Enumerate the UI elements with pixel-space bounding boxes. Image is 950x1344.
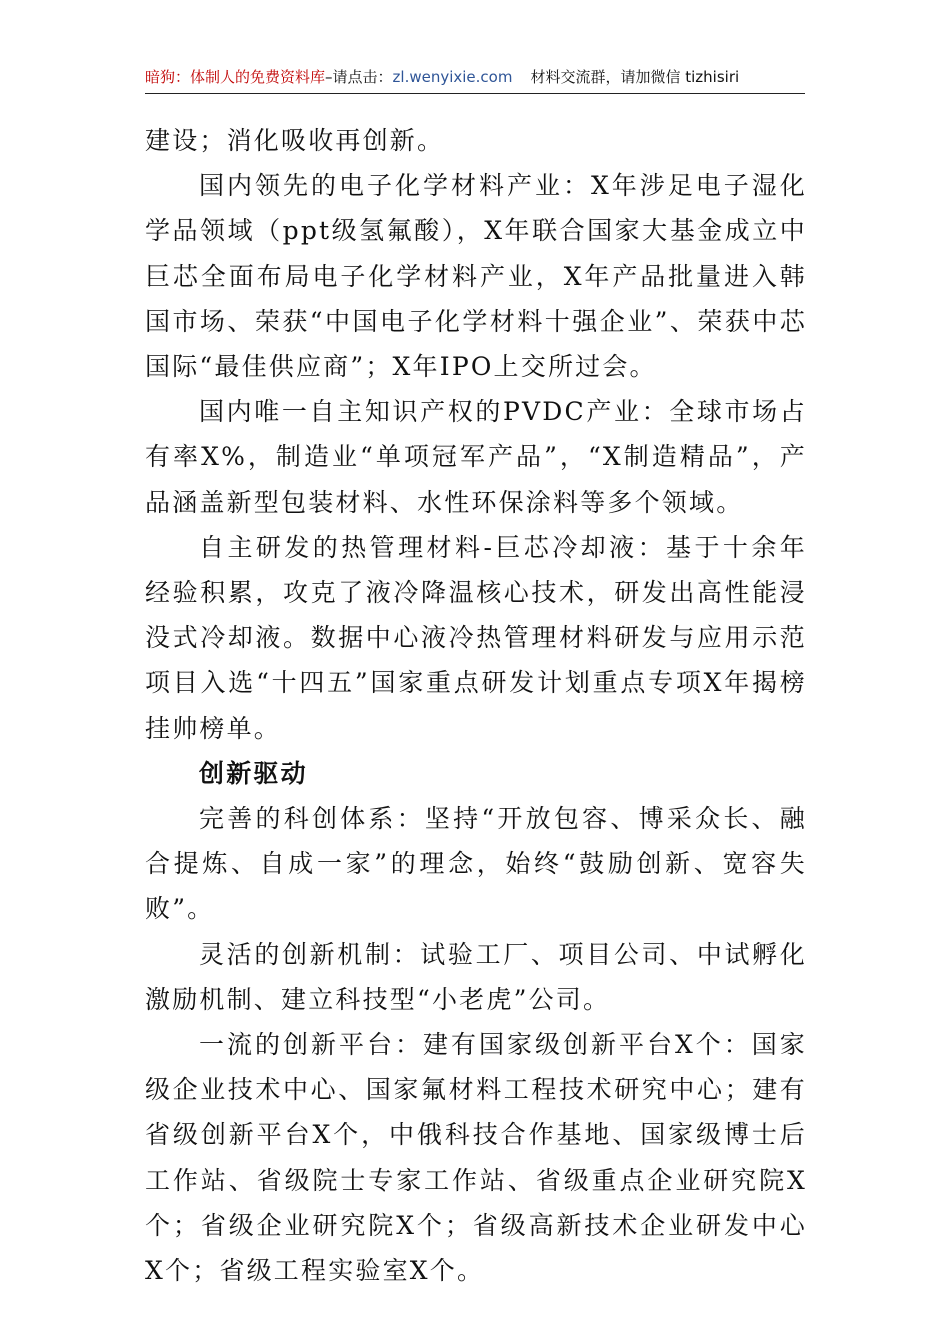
header-link[interactable]: zl.wenyixie.com — [392, 68, 513, 86]
document-body — [145, 118, 807, 1293]
paragraph-innovation-mechanism: 灵活的创新机制：试验工厂、项目公司、中试孵化激励机制、建立科技型“小老虎”公司。 — [145, 939, 807, 1014]
paragraph-pvdc: 国内唯一自主知识产权的PVDC产业：全球市场占有率X%，制造业“单项冠军产品”，“X制造精品”，产品涵盖新型包装材料、水性环保涂料等多个领域。 — [145, 397, 807, 517]
paragraph-coolant: 自主研发的热管理材料-巨芯冷却液：基于十余年经验积累，攻克了液冷降温核心技术，研发出高性能浸没式冷却液。数据中心液冷热管理材料研发与应用示范项目入选“十四五”国家重点研发计划重点专项X年揭榜挂帅榜单。 — [145, 532, 807, 743]
paragraph-innovation-platform: 一流的创新平台：建有国家级创新平台X个：国家级企业技术中心、国家氟材料工程技术研究中心；建有省级创新平台X个，中俄科技合作基地、国家级博士后工作站、省级院士专家工作站、省级重点企业研究院X个；省级企业研究院X个；省级高新技术企业研发中心X个；省级工程实验室X个。 — [145, 1030, 807, 1286]
paragraph-continuation: 建设；消化吸收再创新。 — [145, 126, 445, 155]
section-heading: 创新驱动 — [199, 758, 308, 788]
paragraph-innovation-system: 完善的科创体系：坚持“开放包容、博采众长、融合提炼、自成一家”的理念，始终“鼓励创新、宽容失败”。 — [145, 804, 807, 924]
header-click-text: –请点击： — [325, 68, 393, 86]
paragraph-electronic-chemicals: 国内领先的电子化学材料产业：X年涉足电子湿化学品领域（ppt级氢氟酸），X年联合国家大基金成立中巨芯全面布局电子化学材料产业，X年产品批量进入韩国市场、荣获“中国电子化学材料十强企业”、荣获中芯国际“最佳供应商”；X年IPO上交所过会。 — [145, 171, 807, 382]
page-header — [145, 62, 805, 92]
header-divider — [145, 93, 805, 94]
header-brand: 暗狗：体制人的免费资料库 — [145, 68, 326, 86]
header-group-info: 材料交流群，请加微信 tizhisiri — [530, 68, 740, 86]
